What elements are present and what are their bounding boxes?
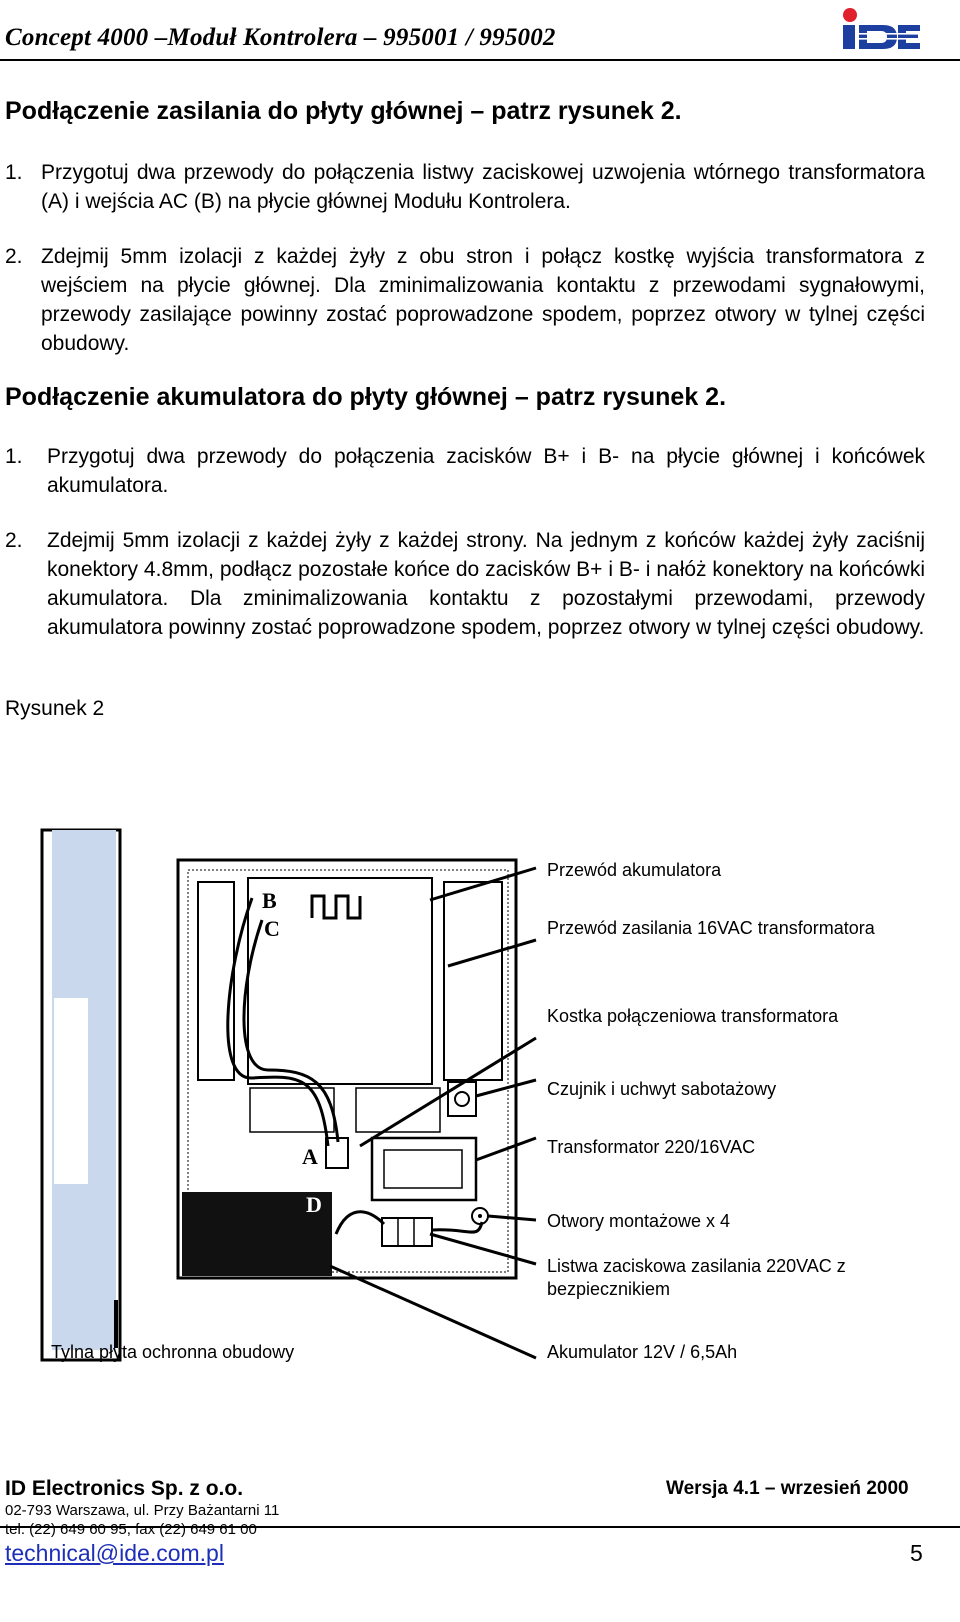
label-mains-terminal: Listwa zaciskowa zasilania 220VAC z bezpiecznikiem — [547, 1256, 846, 1299]
letter-d: D — [306, 1192, 322, 1217]
ide-logo — [838, 6, 922, 50]
label-back-plate: Tylna płyta ochronna obudowy — [51, 1342, 295, 1362]
figure-caption: Rysunek 2 — [5, 697, 105, 720]
mounting-hole — [472, 1208, 488, 1224]
s2-item2-text: Zdejmij 5mm izolacji z każdej żyły z każdej strony. Na jednym z końców każdej żyły zaciśnij konektory 4.8mm, podłącz pozostałe końce do zacisków B+ i B- i nałóż konektory na końcówki akumulatora. Dla zminimalizowania kontaktu z pozostałymi przewodami, przewody akumulatora powinny zostać poprowadzone spodem, poprzez otwory w tylnej części obudowy. — [47, 529, 925, 639]
s2-item1-text: Przygotuj dwa przewody do połączenia zacisków B+ i B- na płycie głównej i końcówek akumulatora. — [47, 445, 925, 497]
document-title: Concept 4000 –Moduł Kontrolera – 995001 / 995002 — [5, 24, 556, 51]
s2-item2-number: 2. — [5, 529, 23, 552]
terminal-block-a — [326, 1138, 348, 1168]
label-battery-cable: Przewód akumulatora — [547, 860, 722, 880]
footer-address: 02-793 Warszawa, ul. Przy Bażantarni 11 — [5, 1502, 280, 1519]
letter-a: A — [302, 1144, 318, 1169]
footer-email-link[interactable]: technical@ide.com.pl — [5, 1540, 224, 1566]
header-rule — [0, 59, 960, 61]
section2-heading: Podłączenie akumulatora do płyty głównej – patrz rysunek 2. — [5, 383, 727, 411]
label-tamper-switch: Czujnik i uchwyt sabotażowy — [547, 1079, 777, 1099]
s1-item1-text: Przygotuj dwa przewody do połączenia listwy zaciskowej uzwojenia wtórnego transformatora (A) i wejścia AC (B) na płycie głównej Modułu Kontrolera. — [41, 161, 925, 213]
footer-version: Wersja 4.1 – wrzesień 2000 — [666, 1478, 909, 1499]
mains-terminal-strip — [382, 1218, 432, 1246]
s1-item2-number: 2. — [5, 245, 23, 268]
page-number: 5 — [910, 1540, 923, 1566]
label-transformer: Transformator 220/16VAC — [547, 1137, 756, 1157]
back-plate — [42, 830, 120, 1360]
label-battery: Akumulator 12V / 6,5Ah — [547, 1342, 738, 1362]
s1-item2-text: Zdejmij 5mm izolacji z każdej żyły z obu stron i połącz kostkę wyjścia transformatora z wejściem na płycie głównej. Dla zminimalizowania kontaktu z przewodami sygnałowymi, przewody zasilające powinny zostać poprowadzone spodem, poprzez otwory w tylnej części obudowy. — [41, 245, 925, 355]
footer-phone: tel. (22) 649 60 95, fax (22) 649 61 00 — [5, 1521, 257, 1538]
tamper-switch — [448, 1082, 476, 1116]
letter-b: B — [262, 888, 277, 913]
letter-c: C — [264, 916, 280, 941]
footer-company: ID Electronics Sp. z o.o. — [5, 1477, 244, 1500]
square-wave-symbol — [312, 896, 360, 918]
label-transformer-cable: Przewód zasilania 16VAC transformatora — [547, 918, 875, 938]
section1-heading: Podłączenie zasilania do płyty głównej – patrz rysunek 2. — [5, 97, 682, 125]
label-terminal-block: Kostka połączeniowa transformatora — [547, 1006, 839, 1026]
s2-item1-number: 1. — [5, 445, 23, 468]
label-mounting-holes: Otwory montażowe x 4 — [547, 1211, 731, 1231]
transformer — [372, 1138, 476, 1200]
s1-item1-number: 1. — [5, 161, 23, 184]
